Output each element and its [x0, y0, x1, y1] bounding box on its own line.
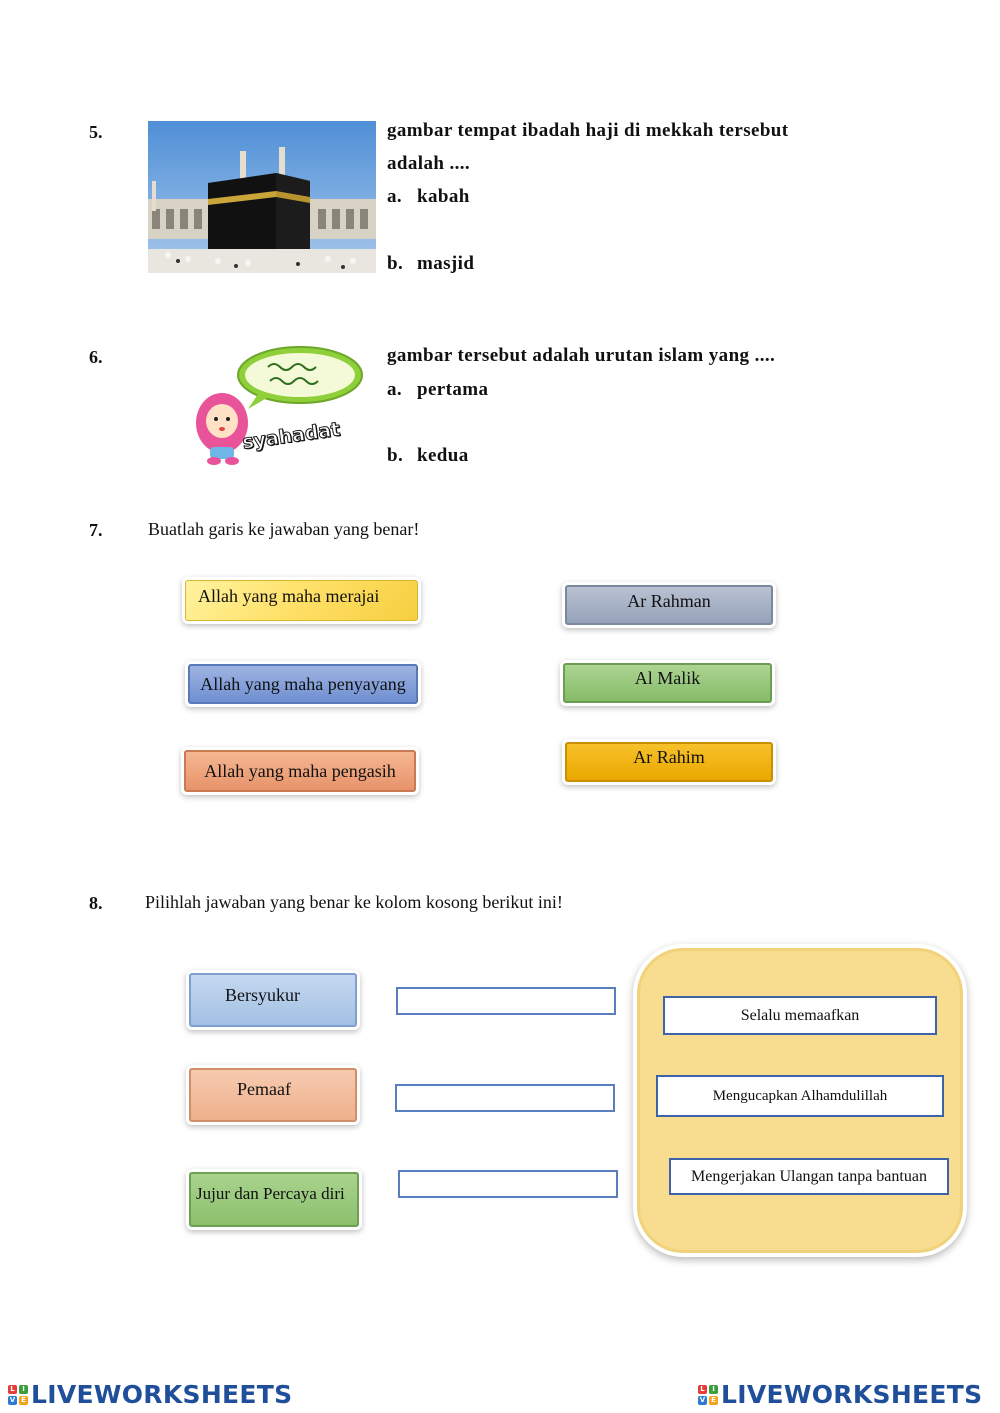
q5-question-line2: adalah .... [387, 153, 471, 174]
q6-option-a[interactable] [387, 379, 488, 401]
logo-tiles-icon [8, 1385, 28, 1405]
q8-left-item-2: Pemaaf [189, 1068, 357, 1122]
q6-option-b-text: kedua [417, 445, 469, 466]
q7-left-item-2[interactable]: Allah yang maha penyayang [188, 664, 418, 704]
q5-option-b[interactable] [387, 253, 474, 275]
q5-question-line1: gambar tempat ibadah haji di mekkah tersebut [387, 120, 789, 141]
q5-option-a-letter: a. [387, 186, 403, 207]
logo-text: LIVEWORKSHEETS [721, 1380, 983, 1409]
logo-tile-1: L [8, 1385, 17, 1394]
q6-number: 6. [89, 347, 103, 367]
logo-tile-3: V [699, 1395, 706, 1404]
q7-left-item-1[interactable]: Allah yang maha merajai [185, 580, 418, 621]
q7-right-item-2[interactable]: Al Malik [563, 663, 772, 703]
q5-option-a[interactable] [387, 186, 470, 208]
logo-tiles-icon [698, 1385, 718, 1405]
syahadat-caption: syahadat [240, 418, 342, 454]
q8-choice-3[interactable]: Mengerjakan Ulangan tanpa bantuan [669, 1158, 949, 1195]
q6-option-a-text: pertama [417, 379, 489, 400]
liveworksheets-logo-left [8, 1380, 292, 1409]
q8-instruction: Pilihlah jawaban yang benar ke kolom kosong berikut ini! [145, 892, 563, 912]
kaaba-image [148, 121, 376, 273]
q8-answer-input-3[interactable] [398, 1170, 618, 1198]
q8-left-item-3: Jujur dan Percaya diri [189, 1172, 359, 1227]
q6-option-b-letter: b. [387, 445, 404, 466]
q7-left-item-3[interactable]: Allah yang maha pengasih [184, 750, 416, 792]
q7-number: 7. [89, 520, 103, 540]
q7-right-item-1[interactable]: Ar Rahman [565, 585, 773, 625]
q8-left-item-1: Bersyukur [189, 973, 357, 1027]
logo-tile-3: V [9, 1395, 16, 1404]
q8-number: 8. [89, 893, 103, 913]
q8-choice-2[interactable]: Mengucapkan Alhamdulillah [656, 1075, 944, 1117]
q5-option-a-text: kabah [417, 186, 470, 207]
logo-tile-2: I [709, 1385, 718, 1394]
q6-option-a-letter: a. [387, 379, 403, 400]
q6-option-b[interactable] [387, 445, 469, 467]
logo-text: LIVEWORKSHEETS [31, 1380, 293, 1409]
logo-tile-2: I [19, 1385, 28, 1394]
q7-instruction: Buatlah garis ke jawaban yang benar! [148, 519, 420, 539]
q8-answer-input-2[interactable] [395, 1084, 615, 1112]
q7-right-item-3[interactable]: Ar Rahim [565, 742, 773, 782]
q5-number: 5. [89, 122, 103, 142]
logo-tile-4: E [19, 1396, 28, 1405]
q5-option-b-letter: b. [387, 253, 404, 274]
q8-choice-1[interactable]: Selalu memaafkan [663, 996, 937, 1035]
q5-option-b-text: masjid [417, 253, 475, 274]
q8-answer-input-1[interactable] [396, 987, 616, 1015]
logo-tile-4: E [709, 1396, 718, 1405]
syahadat-image [190, 343, 370, 471]
q6-question: gambar tersebut adalah urutan islam yang .... [387, 345, 776, 366]
liveworksheets-logo-right [698, 1380, 982, 1409]
logo-tile-1: L [698, 1385, 707, 1394]
